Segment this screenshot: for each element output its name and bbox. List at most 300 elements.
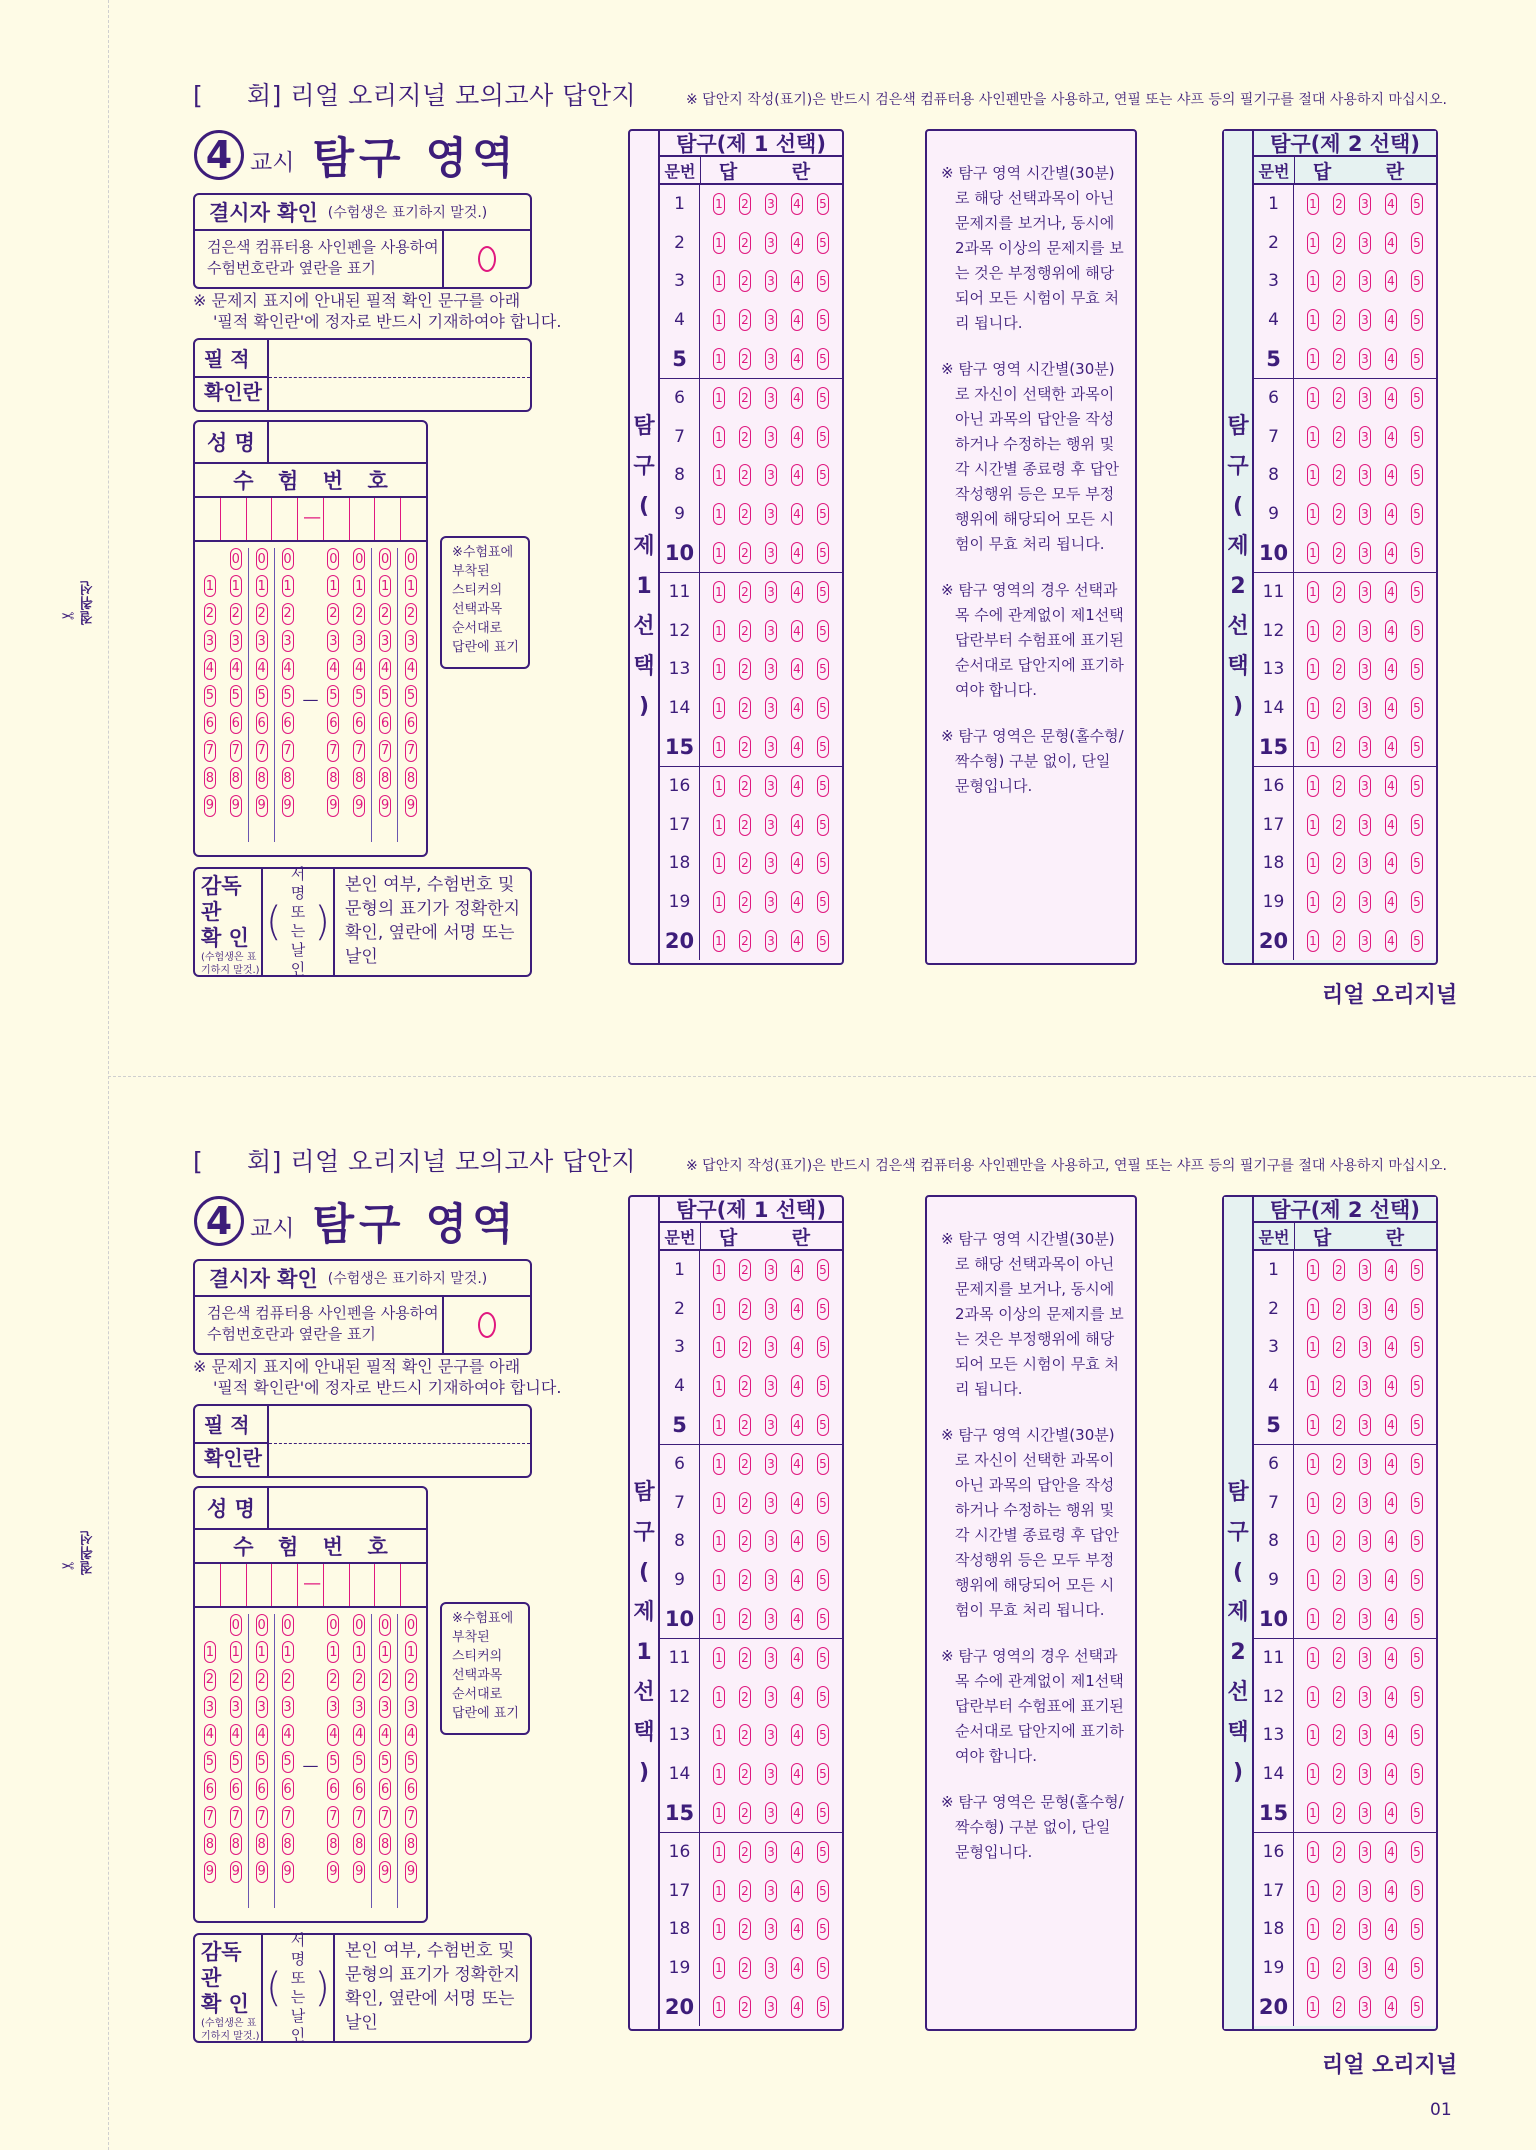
answer-bubble[interactable]: 1 [713, 1996, 725, 2018]
digit-bubble[interactable]: 8 [327, 767, 339, 789]
answer-bubble[interactable]: 3 [1359, 1530, 1371, 1552]
answer-bubble[interactable]: 3 [765, 1492, 777, 1514]
answer-bubble[interactable]: 2 [739, 387, 751, 409]
digit-bubble[interactable]: 7 [353, 740, 365, 762]
digit-bubble[interactable]: 5 [405, 685, 417, 707]
answer-bubble[interactable]: 2 [1333, 503, 1345, 525]
answer-bubble[interactable]: 2 [1333, 891, 1345, 913]
answer-bubble[interactable]: 1 [713, 658, 725, 680]
answer-bubble[interactable]: 2 [1333, 464, 1345, 486]
answer-bubble[interactable]: 2 [739, 1918, 751, 1940]
answer-bubble[interactable]: 4 [791, 1686, 803, 1708]
answer-rows[interactable] [1254, 1251, 1436, 2026]
answer-bubble[interactable]: 2 [739, 1492, 751, 1514]
answer-bubble[interactable]: 3 [765, 232, 777, 254]
answer-bubble[interactable]: 4 [1385, 1298, 1397, 1320]
answer-bubble[interactable]: 3 [765, 1259, 777, 1281]
answer-bubble[interactable]: 1 [713, 1880, 725, 1902]
digit-bubble[interactable]: 8 [282, 1833, 294, 1855]
answer-bubble[interactable]: 4 [1385, 464, 1397, 486]
digit-bubble[interactable]: 6 [379, 1778, 391, 1800]
answer-bubble[interactable]: 3 [765, 503, 777, 525]
answer-bubble[interactable]: 3 [1359, 620, 1371, 642]
answer-bubble[interactable]: 2 [739, 775, 751, 797]
answer-bubble[interactable]: 1 [713, 775, 725, 797]
answer-bubble[interactable]: 3 [765, 387, 777, 409]
answer-bubble[interactable]: 3 [1359, 426, 1371, 448]
answer-bubble[interactable]: 3 [1359, 309, 1371, 331]
answer-bubble[interactable]: 5 [1411, 1686, 1423, 1708]
digit-bubble[interactable]: 0 [379, 1614, 391, 1636]
answer-bubble[interactable]: 2 [739, 1530, 751, 1552]
answer-bubble[interactable]: 2 [739, 426, 751, 448]
digit-bubble[interactable]: 5 [379, 685, 391, 707]
digit-bubble[interactable]: 4 [405, 658, 417, 680]
answer-bubble[interactable]: 4 [1385, 1530, 1397, 1552]
answer-bubble[interactable]: 1 [1307, 464, 1319, 486]
answer-bubble[interactable]: 1 [1307, 1259, 1319, 1281]
answer-bubble[interactable]: 5 [1411, 852, 1423, 874]
answer-bubble[interactable]: 5 [1411, 309, 1423, 331]
digit-bubble[interactable]: 9 [405, 1861, 417, 1883]
digit-bubble[interactable]: 8 [256, 767, 268, 789]
digit-bubble[interactable]: 3 [405, 1696, 417, 1718]
answer-bubble[interactable]: 1 [713, 1492, 725, 1514]
answer-bubble[interactable]: 5 [1411, 620, 1423, 642]
answer-bubble[interactable]: 1 [1307, 1298, 1319, 1320]
answer-bubble[interactable]: 3 [765, 1647, 777, 1669]
answer-bubble[interactable]: 5 [1411, 581, 1423, 603]
digit-bubble[interactable]: 3 [327, 630, 339, 652]
digit-bubble[interactable]: 8 [379, 1833, 391, 1855]
answer-bubble[interactable]: 3 [1359, 581, 1371, 603]
exam-number-bubbles[interactable] [195, 542, 426, 822]
answer-bubble[interactable]: 3 [1359, 1996, 1371, 2018]
answer-bubble[interactable]: 1 [1307, 503, 1319, 525]
answer-bubble[interactable]: 2 [739, 658, 751, 680]
digit-bubble[interactable]: 2 [230, 603, 242, 625]
answer-bubble[interactable]: 5 [1411, 232, 1423, 254]
answer-bubble[interactable]: 3 [1359, 1686, 1371, 1708]
answer-bubble[interactable]: 1 [713, 1724, 725, 1746]
answer-bubble[interactable]: 3 [1359, 814, 1371, 836]
exam-number-cells[interactable] [195, 1564, 426, 1608]
answer-bubble[interactable]: 3 [1359, 1414, 1371, 1436]
answer-bubble[interactable]: 5 [817, 1375, 829, 1397]
answer-bubble[interactable]: 1 [1307, 814, 1319, 836]
answer-bubble[interactable]: 5 [817, 930, 829, 952]
digit-bubble[interactable]: 9 [327, 795, 339, 817]
answer-bubble[interactable]: 3 [1359, 1957, 1371, 1979]
digit-bubble[interactable]: 4 [204, 1724, 216, 1746]
digit-bubble[interactable]: 0 [256, 548, 268, 570]
answer-bubble[interactable]: 1 [1307, 1841, 1319, 1863]
digit-bubble[interactable]: 6 [353, 712, 365, 734]
digit-bubble[interactable]: 9 [256, 1861, 268, 1883]
digit-bubble[interactable]: 3 [282, 1696, 294, 1718]
answer-bubble[interactable]: 5 [1411, 464, 1423, 486]
digit-bubble[interactable]: 4 [256, 1724, 268, 1746]
digit-bubble[interactable]: 8 [405, 767, 417, 789]
answer-bubble[interactable]: 1 [1307, 1375, 1319, 1397]
digit-bubble[interactable]: 2 [327, 603, 339, 625]
answer-bubble[interactable]: 4 [1385, 426, 1397, 448]
answer-bubble[interactable]: 2 [1333, 193, 1345, 215]
digit-bubble[interactable]: 7 [405, 1806, 417, 1828]
answer-bubble[interactable]: 2 [739, 1414, 751, 1436]
answer-bubble[interactable]: 3 [765, 620, 777, 642]
answer-bubble[interactable]: 4 [1385, 1996, 1397, 2018]
answer-bubble[interactable]: 5 [817, 1841, 829, 1863]
answer-bubble[interactable]: 1 [713, 193, 725, 215]
answer-bubble[interactable]: 4 [1385, 814, 1397, 836]
answer-bubble[interactable]: 3 [765, 1608, 777, 1630]
answer-bubble[interactable]: 3 [765, 697, 777, 719]
answer-bubble[interactable]: 1 [713, 1569, 725, 1591]
digit-bubble[interactable]: 2 [204, 603, 216, 625]
answer-bubble[interactable]: 1 [713, 1336, 725, 1358]
answer-bubble[interactable]: 3 [765, 1763, 777, 1785]
answer-bubble[interactable]: 2 [739, 736, 751, 758]
answer-bubble[interactable]: 4 [791, 620, 803, 642]
answer-bubble[interactable]: 1 [1307, 891, 1319, 913]
digit-bubble[interactable]: 0 [230, 1614, 242, 1636]
answer-bubble[interactable]: 4 [1385, 1414, 1397, 1436]
answer-bubble[interactable]: 1 [713, 542, 725, 564]
answer-bubble[interactable]: 1 [713, 387, 725, 409]
digit-bubble[interactable]: 3 [256, 1696, 268, 1718]
answer-bubble[interactable]: 4 [1385, 1492, 1397, 1514]
answer-bubble[interactable]: 3 [765, 736, 777, 758]
answer-bubble[interactable]: 1 [1307, 1530, 1319, 1552]
answer-bubble[interactable]: 4 [1385, 1608, 1397, 1630]
digit-bubble[interactable]: 1 [353, 1641, 365, 1663]
answer-bubble[interactable]: 2 [1333, 1647, 1345, 1669]
answer-bubble[interactable]: 4 [1385, 1686, 1397, 1708]
answer-bubble[interactable]: 1 [1307, 1918, 1319, 1940]
answer-bubble[interactable]: 5 [817, 503, 829, 525]
digit-bubble[interactable]: 8 [353, 1833, 365, 1855]
answer-bubble[interactable]: 5 [1411, 1492, 1423, 1514]
digit-bubble[interactable]: 6 [327, 712, 339, 734]
answer-bubble[interactable]: 3 [1359, 1492, 1371, 1514]
answer-bubble[interactable]: 1 [713, 814, 725, 836]
answer-bubble[interactable]: 5 [1411, 930, 1423, 952]
digit-bubble[interactable]: 0 [405, 548, 417, 570]
answer-bubble[interactable]: 4 [1385, 387, 1397, 409]
answer-bubble[interactable]: 4 [791, 1802, 803, 1824]
absent-bubble[interactable] [478, 246, 496, 272]
digit-bubble[interactable]: 0 [282, 1614, 294, 1636]
answer-bubble[interactable]: 2 [1333, 1298, 1345, 1320]
answer-bubble[interactable]: 4 [1385, 1259, 1397, 1281]
answer-bubble[interactable]: 2 [1333, 852, 1345, 874]
answer-bubble[interactable]: 2 [1333, 542, 1345, 564]
answer-bubble[interactable]: 4 [791, 348, 803, 370]
answer-bubble[interactable]: 1 [1307, 1492, 1319, 1514]
digit-bubble[interactable]: 7 [230, 1806, 242, 1828]
answer-bubble[interactable]: 2 [1333, 426, 1345, 448]
digit-bubble[interactable]: 6 [230, 712, 242, 734]
answer-bubble[interactable]: 2 [1333, 1686, 1345, 1708]
answer-bubble[interactable]: 3 [1359, 1298, 1371, 1320]
answer-bubble[interactable]: 2 [1333, 658, 1345, 680]
answer-bubble[interactable]: 3 [765, 426, 777, 448]
answer-bubble[interactable]: 5 [817, 1569, 829, 1591]
digit-bubble[interactable]: 9 [204, 1861, 216, 1883]
answer-bubble[interactable]: 5 [817, 814, 829, 836]
answer-bubble[interactable]: 4 [1385, 620, 1397, 642]
answer-bubble[interactable]: 1 [1307, 1957, 1319, 1979]
answer-bubble[interactable]: 5 [1411, 1841, 1423, 1863]
digit-bubble[interactable]: 0 [405, 1614, 417, 1636]
answer-bubble[interactable]: 1 [713, 891, 725, 913]
answer-bubble[interactable]: 2 [739, 697, 751, 719]
answer-bubble[interactable]: 2 [739, 1608, 751, 1630]
digit-bubble[interactable]: 8 [230, 767, 242, 789]
answer-bubble[interactable]: 3 [1359, 1841, 1371, 1863]
digit-bubble[interactable]: 7 [204, 740, 216, 762]
digit-bubble[interactable]: 4 [379, 658, 391, 680]
digit-bubble[interactable]: 6 [353, 1778, 365, 1800]
answer-bubble[interactable]: 2 [739, 193, 751, 215]
handwriting-field[interactable] [269, 377, 530, 378]
answer-bubble[interactable]: 3 [1359, 232, 1371, 254]
answer-bubble[interactable]: 4 [791, 1608, 803, 1630]
answer-bubble[interactable]: 3 [1359, 736, 1371, 758]
digit-bubble[interactable]: 3 [230, 1696, 242, 1718]
digit-bubble[interactable]: 7 [353, 1806, 365, 1828]
answer-bubble[interactable]: 4 [791, 775, 803, 797]
answer-bubble[interactable]: 3 [765, 309, 777, 331]
answer-bubble[interactable]: 5 [1411, 775, 1423, 797]
digit-bubble[interactable]: 7 [282, 1806, 294, 1828]
answer-bubble[interactable]: 4 [791, 1336, 803, 1358]
absent-bubble[interactable] [478, 1312, 496, 1338]
answer-bubble[interactable]: 3 [765, 1375, 777, 1397]
digit-bubble[interactable]: 1 [379, 1641, 391, 1663]
answer-bubble[interactable]: 1 [713, 503, 725, 525]
answer-bubble[interactable]: 4 [1385, 232, 1397, 254]
answer-bubble[interactable]: 3 [1359, 542, 1371, 564]
digit-bubble[interactable]: 4 [379, 1724, 391, 1746]
answer-bubble[interactable]: 4 [791, 1647, 803, 1669]
answer-bubble[interactable]: 4 [791, 891, 803, 913]
answer-bubble[interactable]: 2 [1333, 1918, 1345, 1940]
answer-bubble[interactable]: 3 [765, 581, 777, 603]
answer-bubble[interactable]: 5 [817, 464, 829, 486]
handwriting-field[interactable] [269, 1443, 530, 1444]
digit-bubble[interactable]: 7 [256, 740, 268, 762]
answer-bubble[interactable]: 3 [1359, 1259, 1371, 1281]
answer-bubble[interactable]: 1 [713, 1647, 725, 1669]
answer-bubble[interactable]: 5 [817, 658, 829, 680]
answer-bubble[interactable]: 5 [1411, 387, 1423, 409]
answer-bubble[interactable]: 3 [765, 1453, 777, 1475]
answer-bubble[interactable]: 5 [817, 426, 829, 448]
digit-bubble[interactable]: 2 [379, 1669, 391, 1691]
digit-bubble[interactable]: 4 [327, 1724, 339, 1746]
digit-bubble[interactable]: 9 [353, 1861, 365, 1883]
answer-bubble[interactable]: 4 [791, 542, 803, 564]
answer-bubble[interactable]: 1 [1307, 1647, 1319, 1669]
answer-bubble[interactable]: 5 [817, 1336, 829, 1358]
answer-bubble[interactable]: 4 [1385, 1802, 1397, 1824]
digit-bubble[interactable]: 5 [353, 1751, 365, 1773]
digit-bubble[interactable]: 1 [379, 575, 391, 597]
answer-bubble[interactable]: 4 [791, 697, 803, 719]
answer-bubble[interactable]: 3 [1359, 1336, 1371, 1358]
digit-bubble[interactable]: 6 [230, 1778, 242, 1800]
answer-bubble[interactable]: 2 [1333, 270, 1345, 292]
answer-bubble[interactable]: 4 [1385, 697, 1397, 719]
answer-bubble[interactable]: 1 [1307, 1336, 1319, 1358]
digit-bubble[interactable]: 9 [405, 795, 417, 817]
digit-bubble[interactable]: 8 [204, 1833, 216, 1855]
answer-bubble[interactable]: 4 [1385, 1880, 1397, 1902]
answer-bubble[interactable]: 4 [1385, 736, 1397, 758]
answer-bubble[interactable]: 5 [1411, 426, 1423, 448]
answer-bubble[interactable]: 2 [739, 1802, 751, 1824]
answer-bubble[interactable]: 1 [713, 1918, 725, 1940]
digit-bubble[interactable]: 4 [405, 1724, 417, 1746]
answer-bubble[interactable]: 5 [1411, 658, 1423, 680]
answer-bubble[interactable]: 5 [817, 309, 829, 331]
answer-bubble[interactable]: 5 [1411, 1880, 1423, 1902]
answer-rows[interactable] [660, 1251, 842, 2026]
answer-bubble[interactable]: 5 [1411, 270, 1423, 292]
answer-bubble[interactable]: 2 [739, 542, 751, 564]
answer-bubble[interactable]: 4 [1385, 193, 1397, 215]
digit-bubble[interactable]: 6 [282, 712, 294, 734]
answer-bubble[interactable]: 4 [791, 1492, 803, 1514]
answer-bubble[interactable]: 4 [1385, 1957, 1397, 1979]
answer-bubble[interactable]: 4 [791, 464, 803, 486]
answer-bubble[interactable]: 3 [765, 658, 777, 680]
answer-bubble[interactable]: 2 [739, 1647, 751, 1669]
answer-bubble[interactable]: 1 [1307, 1569, 1319, 1591]
answer-bubble[interactable]: 5 [817, 270, 829, 292]
digit-bubble[interactable]: 5 [256, 685, 268, 707]
answer-bubble[interactable]: 4 [791, 930, 803, 952]
answer-bubble[interactable]: 2 [1333, 1880, 1345, 1902]
digit-bubble[interactable]: 1 [282, 1641, 294, 1663]
answer-bubble[interactable]: 2 [739, 620, 751, 642]
digit-bubble[interactable]: 9 [282, 795, 294, 817]
answer-bubble[interactable]: 4 [1385, 930, 1397, 952]
answer-bubble[interactable]: 4 [791, 852, 803, 874]
answer-bubble[interactable]: 5 [817, 1996, 829, 2018]
answer-bubble[interactable]: 3 [1359, 930, 1371, 952]
answer-bubble[interactable]: 5 [1411, 1530, 1423, 1552]
digit-bubble[interactable]: 2 [204, 1669, 216, 1691]
answer-bubble[interactable]: 5 [1411, 1918, 1423, 1940]
digit-bubble[interactable]: 6 [256, 1778, 268, 1800]
answer-bubble[interactable]: 4 [1385, 542, 1397, 564]
digit-bubble[interactable]: 9 [353, 795, 365, 817]
answer-bubble[interactable]: 5 [1411, 891, 1423, 913]
answer-bubble[interactable]: 2 [1333, 1336, 1345, 1358]
answer-bubble[interactable]: 5 [817, 1763, 829, 1785]
answer-bubble[interactable]: 3 [1359, 1453, 1371, 1475]
answer-bubble[interactable]: 5 [1411, 1763, 1423, 1785]
answer-bubble[interactable]: 3 [765, 1336, 777, 1358]
answer-bubble[interactable]: 5 [1411, 348, 1423, 370]
answer-bubble[interactable]: 3 [1359, 1608, 1371, 1630]
digit-bubble[interactable]: 4 [230, 1724, 242, 1746]
answer-bubble[interactable]: 1 [1307, 1763, 1319, 1785]
digit-bubble[interactable]: 9 [256, 795, 268, 817]
answer-bubble[interactable]: 3 [1359, 891, 1371, 913]
digit-bubble[interactable]: 9 [230, 795, 242, 817]
answer-bubble[interactable]: 5 [1411, 542, 1423, 564]
answer-bubble[interactable]: 2 [1333, 348, 1345, 370]
answer-bubble[interactable]: 2 [739, 348, 751, 370]
answer-bubble[interactable]: 4 [1385, 1569, 1397, 1591]
answer-bubble[interactable]: 4 [791, 1880, 803, 1902]
digit-bubble[interactable]: 3 [353, 630, 365, 652]
digit-bubble[interactable]: 7 [230, 740, 242, 762]
answer-bubble[interactable]: 5 [817, 387, 829, 409]
digit-bubble[interactable]: 3 [379, 630, 391, 652]
answer-bubble[interactable]: 1 [1307, 309, 1319, 331]
answer-bubble[interactable]: 5 [817, 1686, 829, 1708]
digit-bubble[interactable]: 7 [379, 740, 391, 762]
answer-bubble[interactable]: 3 [1359, 852, 1371, 874]
answer-bubble[interactable]: 2 [1333, 1996, 1345, 2018]
digit-bubble[interactable]: 7 [327, 1806, 339, 1828]
answer-bubble[interactable]: 4 [791, 193, 803, 215]
answer-bubble[interactable]: 5 [817, 1724, 829, 1746]
digit-bubble[interactable]: 1 [256, 575, 268, 597]
digit-bubble[interactable]: 5 [282, 1751, 294, 1773]
digit-bubble[interactable]: 6 [379, 712, 391, 734]
answer-bubble[interactable]: 4 [1385, 1336, 1397, 1358]
answer-bubble[interactable]: 3 [1359, 658, 1371, 680]
answer-bubble[interactable]: 4 [1385, 1647, 1397, 1669]
digit-bubble[interactable]: 8 [256, 1833, 268, 1855]
exam-number-bubbles[interactable] [195, 1608, 426, 1888]
answer-bubble[interactable]: 1 [713, 1453, 725, 1475]
digit-bubble[interactable]: 5 [204, 1751, 216, 1773]
answer-bubble[interactable]: 4 [1385, 270, 1397, 292]
answer-bubble[interactable]: 4 [791, 1918, 803, 1940]
answer-bubble[interactable]: 3 [765, 1569, 777, 1591]
answer-bubble[interactable]: 3 [765, 1298, 777, 1320]
answer-bubble[interactable]: 2 [739, 232, 751, 254]
answer-bubble[interactable]: 1 [713, 930, 725, 952]
digit-bubble[interactable]: 3 [282, 630, 294, 652]
answer-bubble[interactable]: 2 [1333, 309, 1345, 331]
answer-bubble[interactable]: 2 [1333, 620, 1345, 642]
answer-bubble[interactable]: 3 [1359, 1763, 1371, 1785]
answer-bubble[interactable]: 4 [1385, 1453, 1397, 1475]
answer-bubble[interactable]: 1 [713, 581, 725, 603]
answer-bubble[interactable]: 3 [765, 270, 777, 292]
answer-bubble[interactable]: 5 [817, 1492, 829, 1514]
digit-bubble[interactable]: 4 [204, 658, 216, 680]
answer-bubble[interactable]: 2 [1333, 814, 1345, 836]
digit-bubble[interactable]: 2 [230, 1669, 242, 1691]
answer-bubble[interactable]: 2 [739, 814, 751, 836]
answer-bubble[interactable]: 5 [1411, 1957, 1423, 1979]
digit-bubble[interactable]: 9 [379, 1861, 391, 1883]
digit-bubble[interactable]: 3 [353, 1696, 365, 1718]
digit-bubble[interactable]: 4 [282, 1724, 294, 1746]
digit-bubble[interactable]: 0 [282, 548, 294, 570]
answer-bubble[interactable]: 3 [1359, 1880, 1371, 1902]
answer-bubble[interactable]: 5 [817, 1647, 829, 1669]
